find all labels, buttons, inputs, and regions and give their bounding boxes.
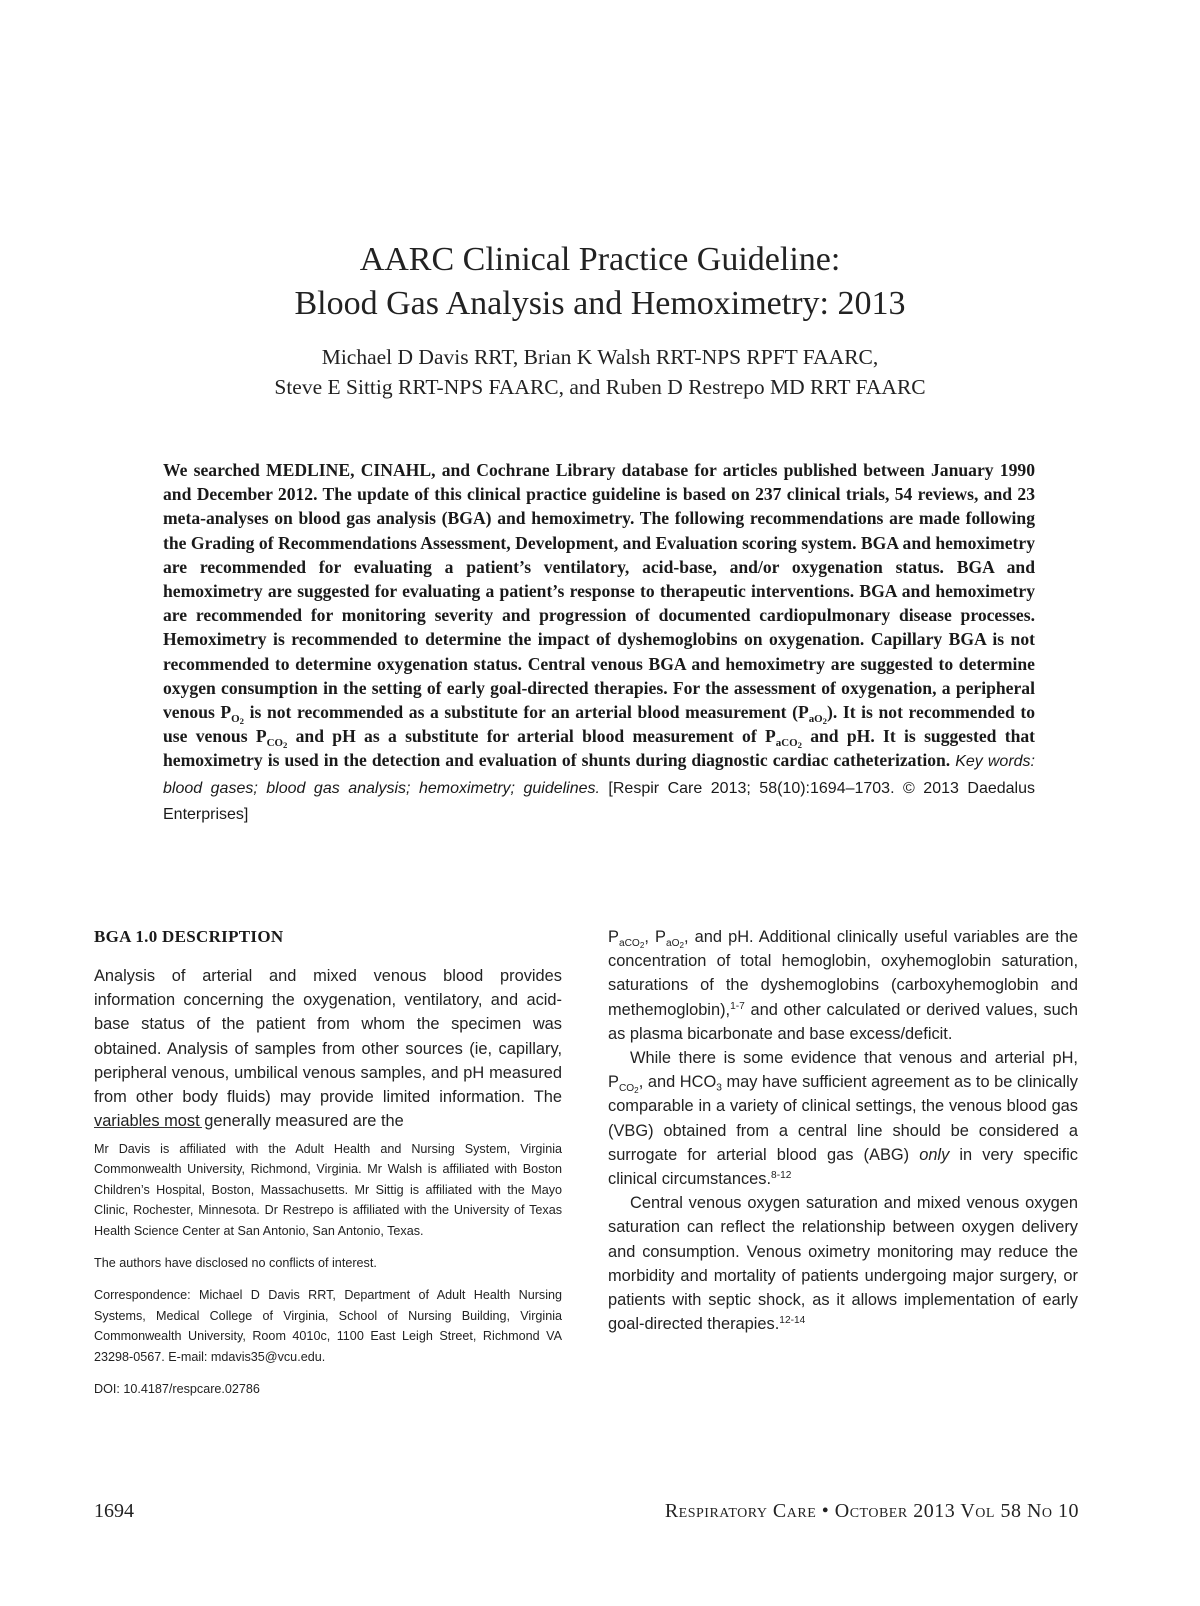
keywords: Key words: blood gases; blood gas analysis; hemoximetry; guidelines. <box>163 753 1035 797</box>
footnote-disclosure: The authors have disclosed no conflicts of interest. <box>94 1256 377 1271</box>
abstract <box>163 458 1035 827</box>
reference-1-7: 1-7 <box>730 1000 745 1012</box>
symbol-paco2: $P_{aCO_2}$ <box>765 726 802 751</box>
title-line-2: Blood Gas Analysis and Hemoximetry: 2013 <box>294 285 906 322</box>
abstract-text: We searched MEDLINE, CINAHL, and Cochrane Library database for articles published between January 1990 and December 2012. The update of this clinical practice guideline is based on 237 clinical trials, 54 reviews, and 23 meta-analyses on blood gas analysis (BGA) and hemoximetry. The following recommendations are made following the Grading of Recommendations Assessment, Development, and Evaluation scoring system. BGA and hemoximetry are recommended for evaluating a patient’s ventilatory, acid-base, and/or oxygenation status. BGA and hemoximetry are suggested for evaluating a patient’s response to therapeutic interventions. BGA and hemoximetry are recommended for monitoring severity and progression of documented cardiopulmonary disease processes. Hemoximetry is recommended to determine the impact of dyshemoglobins on oxygenation. Capillary BGA is not recommended to determine oxygenation status. Central venous BGA and hemoximetry are suggested to determine oxygen consumption in the setting of early goal-directed therapies. For the assessment of oxygenation, a peripheral venous $P_{O_2}$ is not recommended as a substitute for an arterial blood measurement $(P_{aO_2})$. It is not recommended to use venous $P_{CO_2}$ and pH as a substitute for arterial blood measurement of $P_{aCO_2}$ and pH. It is suggested that hemoximetry is used in the detection and evaluation of shunts during diagnostic cardiac catheterization. <box>163 460 1036 771</box>
citation: [Respir Care 2013; 58(10):1694–1703. © 2013 Daedalus Enterprises] <box>163 779 1035 823</box>
reference-8-12: 8-12 <box>771 1169 792 1181</box>
footnote-doi: DOI: 10.4187/respcare.02786 <box>94 1382 260 1397</box>
authors-line-2: Steve E Sittig RRT-NPS FAARC, and Ruben D Restrepo MD RRT FAARC <box>274 375 926 399</box>
footnote-correspondence: Correspondence: Michael D Davis RRT, Department of Adult Health Nursing Systems, Medical College of Virginia, School of Nursing Building, Virginia Commonwealth University, Room 4010c, 1100 East Leigh Street, Richmond VA 23298-0567. E-mail: mdavis35@vcu.edu. <box>94 1288 562 1364</box>
symbol-pao2-inline: $P_{aO_2}$ <box>655 928 685 950</box>
title-line-1: AARC Clinical Practice Guideline: <box>359 241 841 278</box>
page-number: 1694 <box>94 1500 134 1522</box>
paragraph-1-start: Analysis of arterial and mixed venous blood provides information concerning the oxygenation, ventilatory, and acid-base status of the patient from whom the specimen was obtained. Analysis of samples from other sources (ie, capillary, peripheral venous, umbilical venous samples, and pH measured from other body fluids) may provide limited information. The variables most generally measured are the <box>94 967 562 1131</box>
symbol-pvco2: $P_{CO_2}$ <box>255 726 288 751</box>
footnote-divider <box>94 1127 202 1128</box>
symbol-paco2-inline: $P_{aCO_2}$ <box>608 928 645 950</box>
paragraph-3: Central venous oxygen saturation and mixed venous oxygen saturation can reflect the relationship between oxygen delivery and consumption. Venous oximetry monitoring may reduce the morbidity and mortality of patients undergoing major surgery, or patients with septic shock, as it allows implementation of early goal-directed therapies.$^{12-14}$ <box>608 1194 1078 1334</box>
symbol-pco2-inline: $P_{CO_2}$ <box>608 1073 639 1095</box>
section-heading: BGA 1.0 DESCRIPTION <box>94 927 284 946</box>
footnote-affiliations: Mr Davis is affiliated with the Adult Health and Nursing System, Virginia Commonwealth University, Richmond, Virginia. Mr Walsh is affiliated with Boston Children’s Hospital, Boston, Massachusetts. Mr Sittig is affiliated with the Mayo Clinic, Rochester, Minnesota. Dr Restrepo is affiliated with the University of Texas Health Science Center at San Antonio, San Antonio, Texas. <box>94 1142 562 1238</box>
paragraph-1-continued: $P_{aCO_2}$, $P_{aO_2}$, and pH. Additional clinically useful variables are the concentration of total hemoglobin, oxyhemoglobin saturation, saturations of the dyshemoglobins (carboxyhemoglobin and methemoglobin),$^{1-7}$ and other calculated or derived values, such as plasma bicarbonate and base excess/deficit. <box>608 928 1078 1043</box>
left-column <box>94 925 562 1133</box>
right-column <box>608 925 1078 1336</box>
footnotes <box>94 1139 562 1411</box>
journal-info: Respiratory Care • October 2013 Vol 58 No 10 <box>664 1500 1079 1522</box>
symbol-pvo2: $P_{O_2}$ <box>220 702 245 727</box>
paragraph-2: While there is some evidence that venous and arterial pH, $P_{CO_2}$, and $HCO_3$ may have sufficient agreement as to be clinically comparable in a variety of clinical settings, the venous blood gas (VBG) obtained from a central line should be considered a surrogate for arterial blood gas (ABG) only in very specific clinical circumstances.$^{8-12}$ <box>608 1049 1079 1189</box>
reference-12-14: 12-14 <box>779 1315 806 1327</box>
symbol-pao2: $P_{aO_2}$ <box>797 702 827 727</box>
authors-line-1: Michael D Davis RRT, Brian K Walsh RRT-NPS RPFT FAARC, <box>321 345 879 369</box>
author-list <box>0 342 1200 402</box>
article-title <box>0 238 1200 326</box>
page-footer <box>94 1496 1079 1526</box>
